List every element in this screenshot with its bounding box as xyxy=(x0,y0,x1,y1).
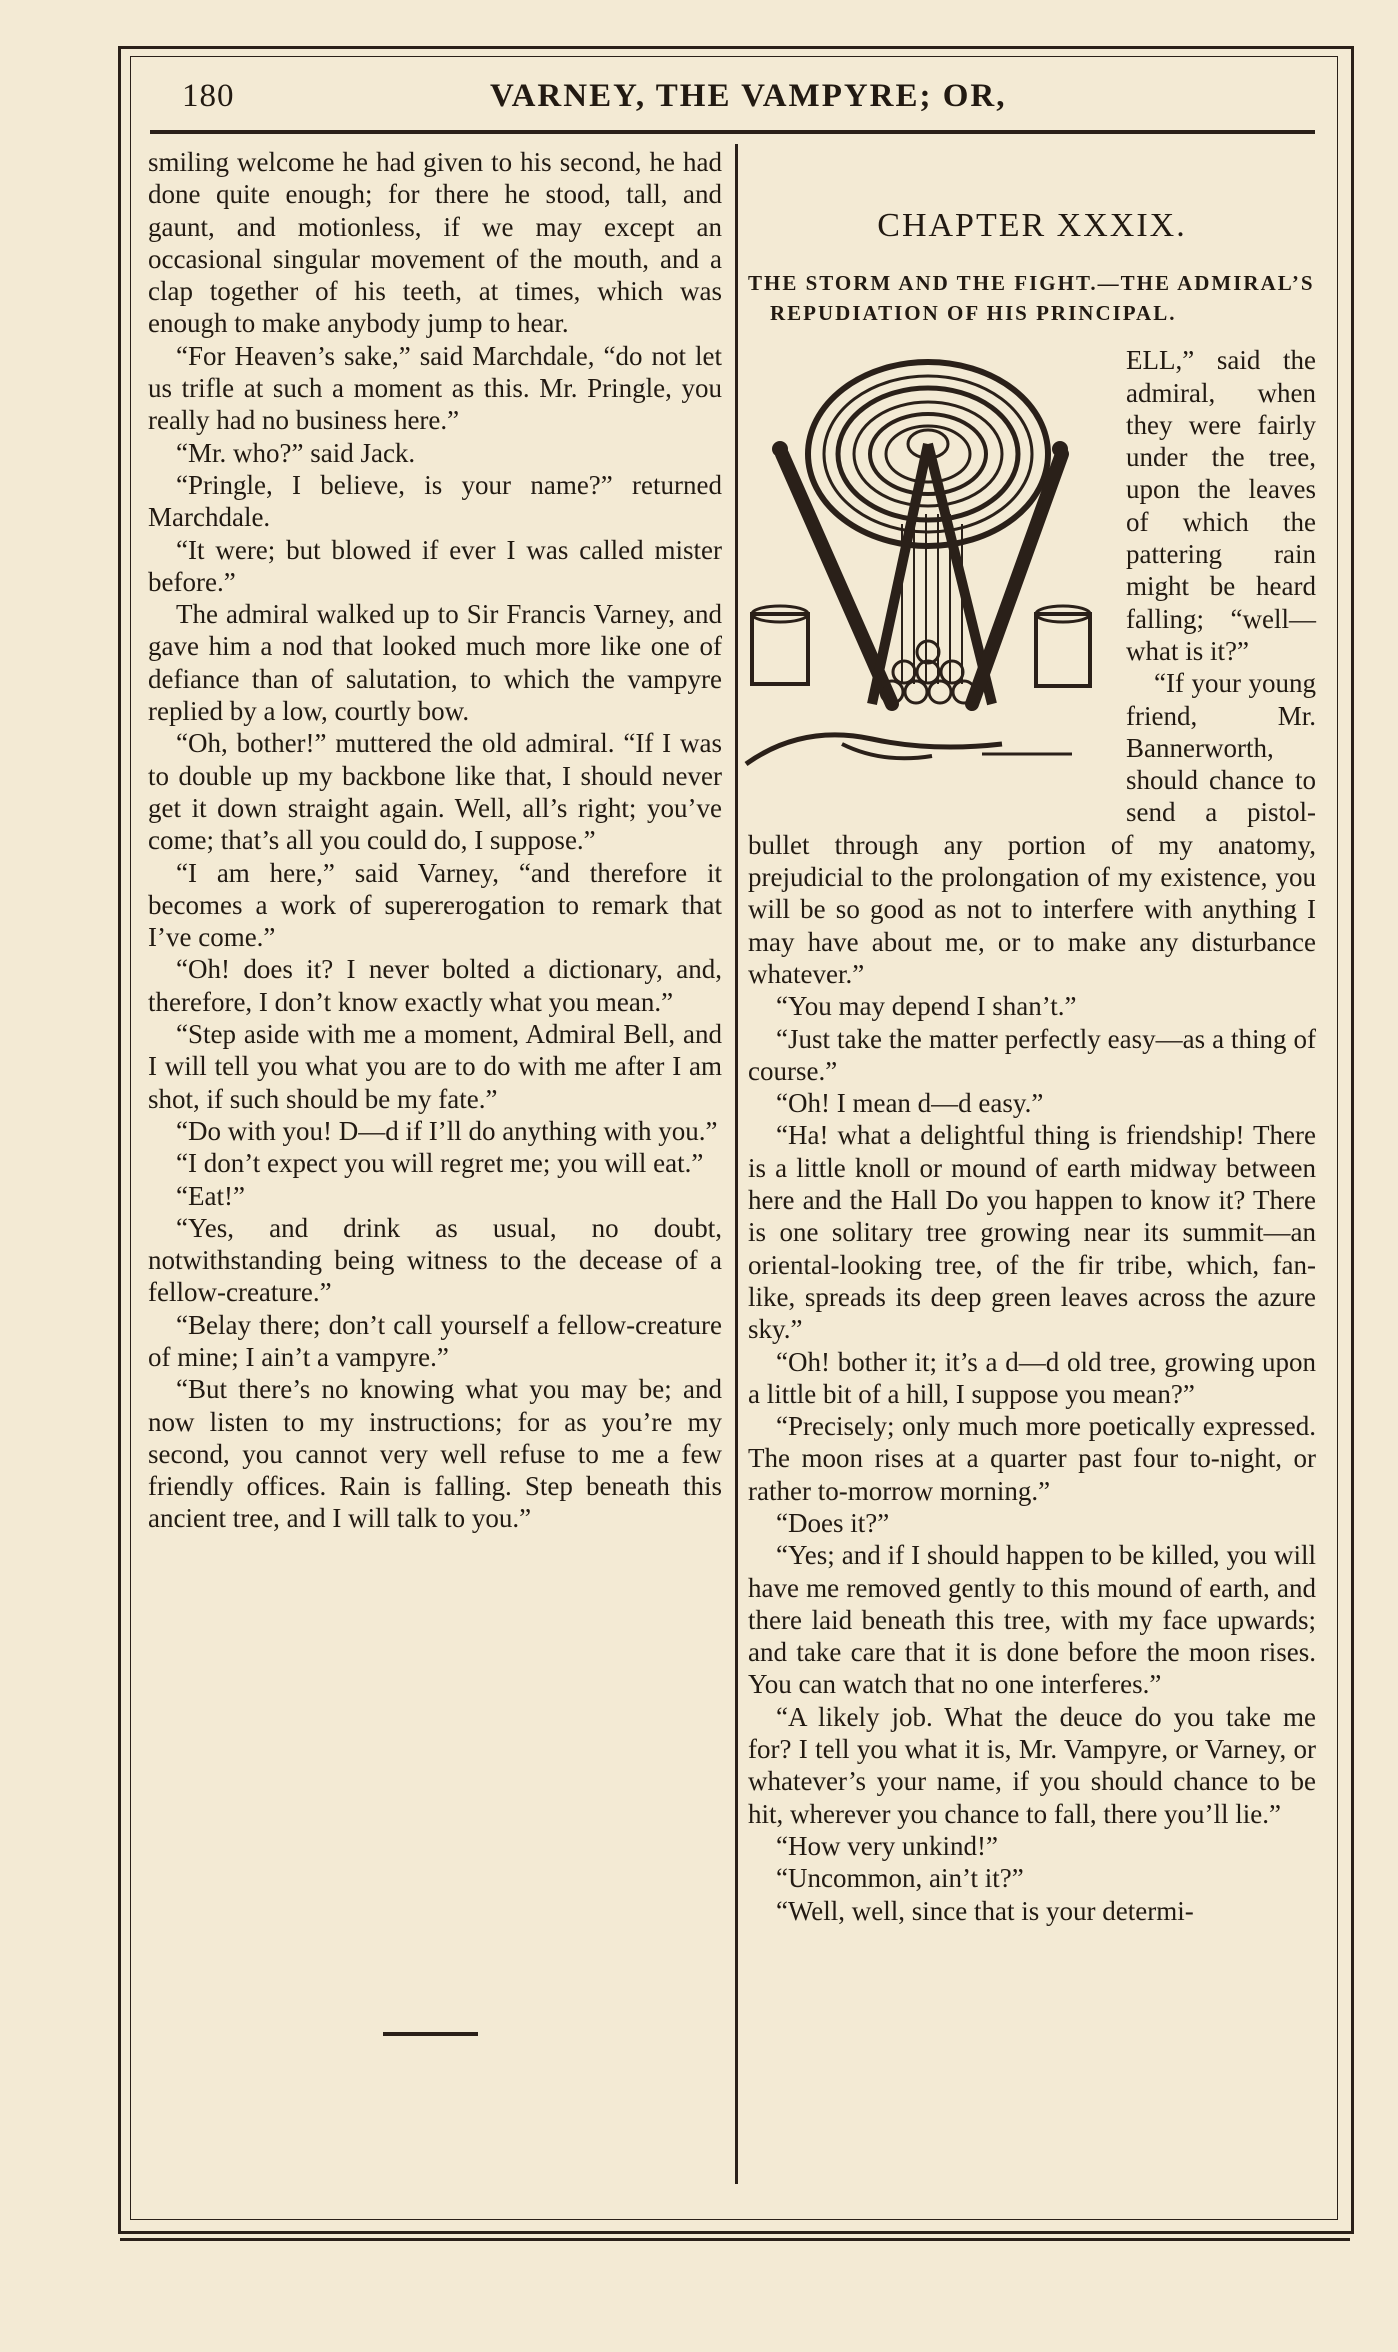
paragraph: “Step aside with me a moment, Admiral Bell, and I will tell you what you are to do with me after I am shot, if such should be my fate.” xyxy=(148,1019,722,1114)
paragraph: “You may depend I shan’t.” xyxy=(776,991,1077,1022)
paragraph: “How very unkind!” xyxy=(776,1830,998,1861)
paragraph: “But there’s no knowing what you may be; and now listen to my instructions; for as you’re my second, you cannot very well refuse to me a few friendly offices. Rain is falling. Step beneath this ancient tree, and I will talk to you.” xyxy=(148,1374,722,1534)
paragraph: “Belay there; don’t call yourself a fellow-creature of mine; I ain’t a vampyre.” xyxy=(148,1309,722,1372)
paragraph: “It were; but blowed if ever I was called mister before.” xyxy=(148,534,722,597)
paragraph: The admiral walked up to Sir Francis Varney, and gave him a nod that looked much more like one of defiance than of salutation, to which the vampyre replied by a low, courtly bow. xyxy=(148,599,722,727)
opening-paragraph: ELL,” said the admiral, when they were fairly under the tree, upon the leaves of which the pattering rain might be heard falling; “well—what is it?” xyxy=(1126,345,1316,666)
paragraph: “Yes; and if I should happen to be killed, you will have me removed gently to this mound of earth, and there laid beneath this tree, with my face upwards; and take care that it is done before the moon rises. You can watch that no one interferes.” xyxy=(748,1540,1316,1700)
paragraph: “I am here,” said Varney, “and therefore it becomes a work of supererogation to remark that I’ve come.” xyxy=(148,857,722,953)
paragraph: “Just take the matter perfectly easy—as a thing of course.” xyxy=(748,1023,1316,1086)
drop-cap-illustration xyxy=(742,344,1114,784)
footer-rule xyxy=(120,2238,1350,2241)
paragraph: “Pringle, I believe, is your name?” returned Marchdale. xyxy=(148,469,722,533)
page-header xyxy=(150,72,1320,132)
paragraph: “Eat!” xyxy=(176,1180,245,1211)
page-number: 180 xyxy=(182,78,235,114)
drop-cap-w-nautical-icon xyxy=(742,344,1114,804)
paragraph: “Oh, bother!” muttered the old admiral. “If I was to double up my backbone like that, I should never get it down straight again. Well, all’s right; you’ve come; that’s all you could do, I suppose.” xyxy=(148,728,722,856)
paragraph: “For Heaven’s sake,” said Marchdale, “do not let us trifle at such a moment as this. Mr. Pringle, you really had no business here.” xyxy=(148,340,722,436)
paragraph: “Ha! what a delightful thing is friendship! There is a little knoll or mound of earth midway between here and the Hall Do you happen to know it? There is one solitary tree growing near its summit—an oriental-looking tree, of the fir tribe, which, fan-like, spreads its deep green leaves across the azure sky.” xyxy=(748,1120,1316,1345)
paragraph: “A likely job. What the deuce do you take me for? I tell you what it is, Mr. Vampyre, or Varney, or whatever’s your name, if you should chance to be hit, wherever you chance to fall, there you’ll lie.” xyxy=(748,1701,1316,1829)
paragraph: “I don’t expect you will regret me; you will eat.” xyxy=(176,1148,704,1179)
paragraph: “Uncommon, ain’t it?” xyxy=(776,1863,1024,1894)
chapter-heading: CHAPTER XXXIX. xyxy=(877,207,1187,244)
paragraph: “Well, well, since that is your determi- xyxy=(776,1895,1194,1926)
paragraph: “If your young friend, Mr. Bannerworth, should chance to send a pistol-bullet through any portion of my anatomy, prejudicial to the prolongation of my existence, you will be so good as not to interfere with anything I may have about me, or to make any disturbance whatever.” xyxy=(748,668,1316,989)
paragraph: “Oh! I mean d—d easy.” xyxy=(776,1088,1044,1119)
paragraph: “Precisely; only much more poetically expressed. The moon rises at a quarter past four to-night, or rather to-morrow morning.” xyxy=(748,1411,1316,1506)
chapter-subtitle: THE STORM AND THE FIGHT.—THE ADMIRAL’S REPUDIATION OF HIS PRINCIPAL. xyxy=(748,271,1315,326)
paragraph: “Does it?” xyxy=(776,1507,890,1538)
column-divider xyxy=(735,144,738,2184)
header-rule xyxy=(150,130,1315,134)
paragraph: smiling welcome he had given to his second, he had done quite enough; for there he stood, tall, and gaunt, and motionless, if we may except an occasional singular movement of the mouth, and a clap together of his teeth, at times, which was enough to make anybody jump to hear. xyxy=(148,147,722,339)
paragraph: “Oh! does it? I never bolted a dictionary, and, therefore, I don’t know exactly what you mean.” xyxy=(148,954,722,1017)
paragraph: “Do with you! D—d if I’ll do anything with you.” xyxy=(176,1115,718,1146)
right-column xyxy=(748,207,1316,1927)
paragraph: “Yes, and drink as usual, no doubt, notwithstanding being witness to the decease of a fellow-creature.” xyxy=(148,1212,722,1308)
paragraph: “Mr. who?” said Jack. xyxy=(176,437,416,468)
running-title: VARNEY, THE VAMPYRE; OR, xyxy=(490,78,1007,114)
left-column xyxy=(148,146,722,1535)
section-end-rule xyxy=(383,2032,478,2036)
paragraph: “Oh! bother it; it’s a d—d old tree, growing upon a little bit of a hill, I suppose you mean?” xyxy=(748,1346,1316,1409)
